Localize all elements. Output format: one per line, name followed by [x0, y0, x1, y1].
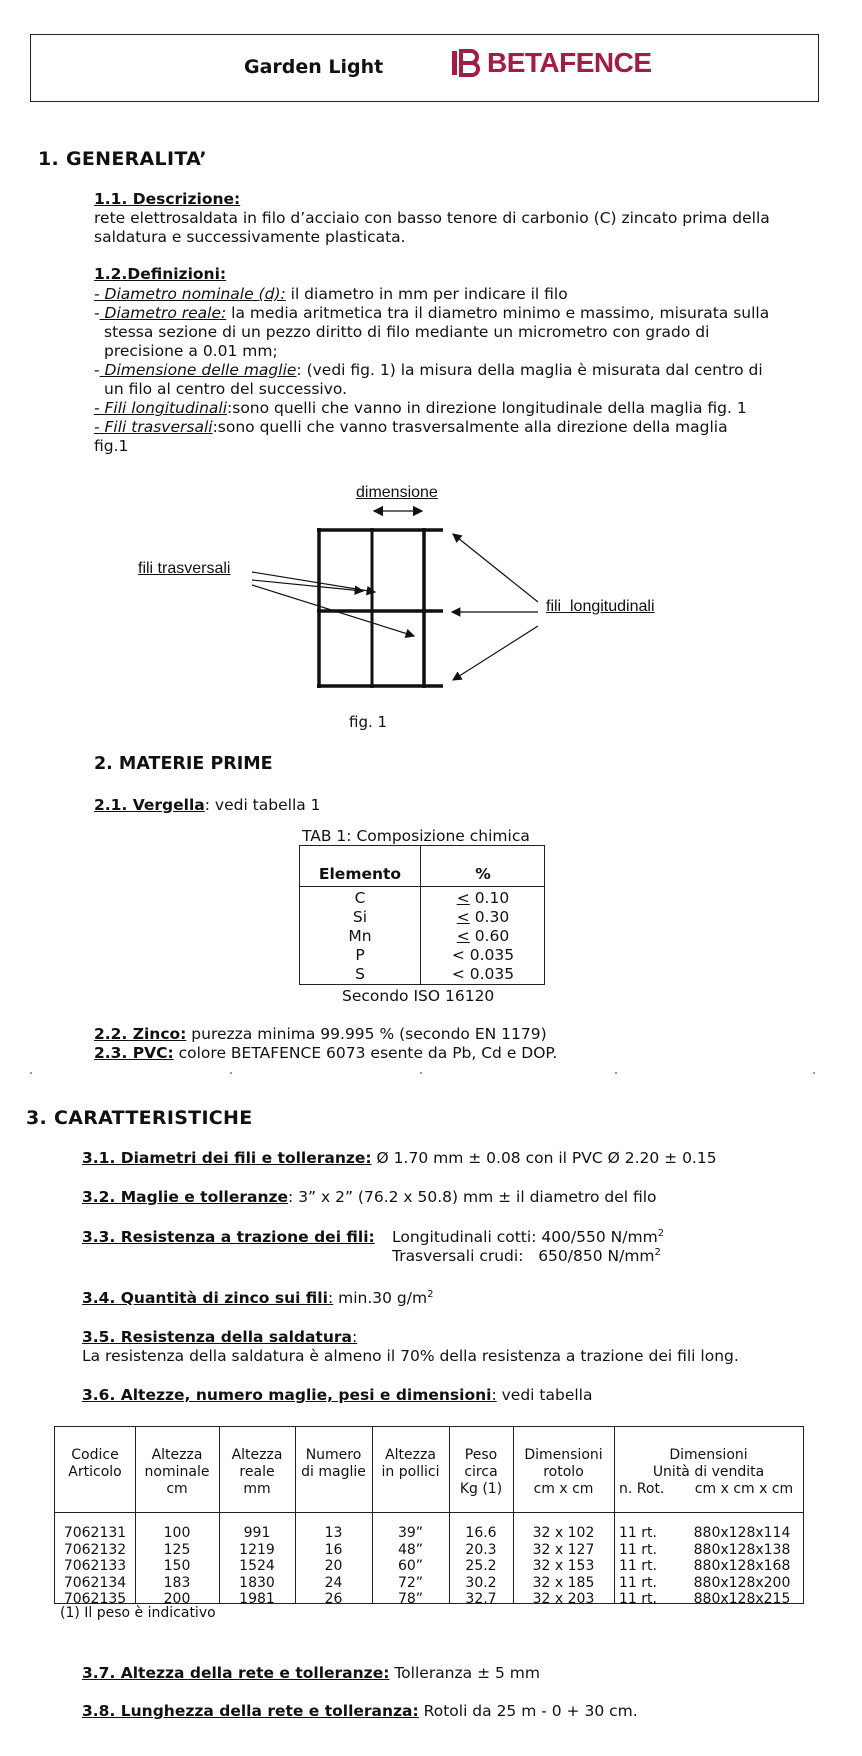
p35-text: La resistenza della saldatura è almeno il 70% della resistenza a trazione dei fili long. [82, 1347, 739, 1365]
tab1-row [300, 946, 544, 965]
page-break-dots [30, 1072, 820, 1074]
tab2-cell: 7062135 [63, 1591, 127, 1607]
tab2-header-divider [55, 1512, 803, 1513]
tab2-header-cell: Unità di vendita [652, 1464, 765, 1480]
desc-line1: rete elettrosaldata in filo d’acciaio con basso tenore di carbonio (C) zincato prima della [94, 209, 770, 227]
p34 [82, 1289, 433, 1308]
tab2-cell: 32 x 127 [532, 1541, 595, 1558]
p37 [82, 1664, 540, 1683]
tab2-cell: 7062132 [63, 1541, 127, 1558]
tab2-row [55, 1575, 803, 1592]
def-item-3-line2: un filo al centro del successivo. [104, 380, 348, 398]
def-title: 1.2.Definizioni: [94, 265, 227, 283]
p36 [82, 1386, 592, 1405]
tab2-header-cell: Altezza [231, 1447, 283, 1463]
vergella-title: 2.1. Vergella [94, 796, 205, 814]
tab2-cell: 880x128x138 [693, 1541, 791, 1558]
p34-text: min.30 g/m [333, 1289, 428, 1307]
tab2-header-cell: Altezza [385, 1447, 436, 1463]
tab2-cell: 1524 [239, 1558, 275, 1574]
tab2-header-cell: rotolo [543, 1464, 584, 1480]
label-fili-longitudinali: fili longitudinali [546, 598, 655, 615]
p33-title-text: 3.3. Resistenza a trazione dei fili: [82, 1228, 375, 1246]
def-text: il diametro in mm per indicare il filo [285, 285, 568, 303]
p33-line2 [392, 1247, 661, 1266]
tab2-note: (1) Il peso è indicativo [60, 1605, 216, 1621]
tab1-cell-element: S [355, 965, 365, 983]
def-item-2 [94, 304, 769, 323]
tab2-cell: 150 [163, 1558, 191, 1574]
tab1-caption: TAB 1: Composizione chimica [302, 827, 530, 845]
tab2-row [55, 1525, 803, 1542]
tab2-header-cell: n. Rot. [619, 1481, 665, 1497]
tab2-cell: 880x128x114 [693, 1525, 791, 1541]
def-item-3 [94, 361, 763, 380]
tab2-cell: 16.6 [465, 1525, 497, 1541]
tab1-cell-element: Si [352, 908, 368, 926]
tab2-cell: 7062133 [63, 1558, 127, 1574]
p32 [82, 1188, 657, 1207]
product-name: Garden Light [244, 56, 384, 78]
tab1-header-divider [300, 886, 544, 887]
tab2-cell: 880x128x200 [693, 1574, 791, 1591]
tab2-cell: 32 x 185 [532, 1574, 595, 1591]
def-term: - Fili trasversali [94, 418, 213, 436]
def-text: :sono quelli che vanno trasversalmente alla direzione della maglia [212, 418, 728, 436]
section2-title: 2. MATERIE PRIME [94, 754, 273, 774]
tab2-cell: 20 [324, 1558, 343, 1574]
tab2-header-cell: Numero [305, 1447, 362, 1463]
tab2-cell: 60” [397, 1558, 424, 1574]
p31-text: Ø 1.70 mm ± 0.08 con il PVC Ø 2.20 ± 0.15 [371, 1149, 717, 1167]
pvc-text: colore BETAFENCE 6073 esente da Pb, Cd e DOP. [173, 1044, 558, 1062]
tab1-cell-percent: < 0.30 [456, 908, 510, 926]
tab1-row [300, 927, 544, 946]
tab2-cell: 1981 [239, 1591, 275, 1607]
def-item-2-line2: stessa sezione di un pezzo diritto di filo mediante un micrometro con grado di [104, 323, 710, 341]
tab2-cell: 880x128x168 [693, 1558, 791, 1574]
tab1-row [300, 908, 544, 927]
tab2-cell: 1830 [239, 1574, 275, 1591]
tab1-cell-element: Mn [348, 927, 372, 945]
figure-caption: fig. 1 [349, 713, 388, 731]
def-item-1 [94, 285, 568, 304]
tab2-header-cell: cm [166, 1481, 188, 1497]
p34-title: 3.4. Quantità di zinco sui fili [82, 1289, 328, 1307]
superscript: 2 [657, 1227, 665, 1239]
tab2-cell: 32 x 203 [532, 1591, 595, 1607]
p34-colon: : [327, 1289, 334, 1307]
def-term: - Diametro nominale (d): [94, 285, 286, 303]
zinco-title: 2.2. Zinco: [94, 1025, 187, 1043]
p32-text: : 3” x 2” (76.2 x 50.8) mm ± il diametro del filo [288, 1188, 657, 1206]
tab2-cell: 7062131 [63, 1525, 127, 1541]
def-text: la media aritmetica tra il diametro minimo e massimo, misurata sulla [226, 304, 770, 322]
tab1-header-elemento: Elemento [318, 865, 402, 883]
tab2-header-cell: Kg (1) [459, 1481, 503, 1497]
mesh-grid [317, 528, 443, 688]
tab1-header-percent: % [475, 865, 491, 883]
section1-title: 1. GENERALITA’ [38, 148, 207, 170]
dash: - [94, 304, 100, 322]
p36-colon: : [491, 1386, 497, 1404]
tab2-row [55, 1542, 803, 1559]
tab2-cell: 32 x 153 [532, 1558, 595, 1574]
p33-line2-text: Trasversali crudi: 650/850 N/mm [392, 1247, 655, 1265]
zinco-line [94, 1025, 547, 1044]
tab2-header-cell: cm x cm [533, 1481, 594, 1497]
tab2-cell: 1219 [239, 1541, 275, 1558]
tab2-header-cell: Altezza [151, 1447, 203, 1463]
pvc-title: 2.3. PVC: [94, 1044, 174, 1062]
tab2-header-cell: Codice [71, 1447, 119, 1463]
tab1-cell-percent: < 0.60 [456, 927, 510, 945]
p37-text: Tolleranza ± 5 mm [389, 1664, 540, 1682]
def-item-5-line2: fig.1 [94, 437, 129, 455]
tab2-header-cell: Articolo [68, 1464, 122, 1480]
def-item-4 [94, 399, 747, 418]
p33-title [82, 1228, 375, 1247]
vergella-line [94, 796, 321, 815]
tab2-cell: 11 rt. [619, 1525, 657, 1541]
tab2-cell: 100 [163, 1525, 191, 1541]
tab2-cell: 24 [324, 1574, 343, 1591]
tab1-cell-element: P [355, 946, 365, 964]
tab2-cell: 880x128x215 [693, 1591, 791, 1607]
p38 [82, 1702, 638, 1721]
p38-title: 3.8. Lunghezza della rete e tolleranza: [82, 1702, 419, 1720]
p36-text: vedi tabella [496, 1386, 593, 1404]
p32-title: 3.2. Maglie e tolleranze [82, 1188, 289, 1206]
tab2-header-cell: in pollici [381, 1464, 440, 1480]
tab2-cell: 16 [324, 1541, 343, 1558]
tab2-header-cell: mm [243, 1481, 271, 1497]
p33-line1 [392, 1228, 664, 1247]
section3-title: 3. CARATTERISTICHE [26, 1107, 253, 1129]
tab2-cell: 991 [243, 1525, 271, 1541]
tab2-cell: 78” [397, 1591, 424, 1607]
brand-name: BETAFENCE [487, 47, 652, 78]
figure-1 [0, 470, 862, 740]
tab2-cell: 7062134 [63, 1574, 127, 1591]
mesh-diagram [0, 470, 862, 740]
tab2-cell: 11 rt. [619, 1541, 657, 1558]
def-item-2-line3: precisione a 0.01 mm; [104, 342, 278, 360]
tab2-cell: 30.2 [465, 1574, 497, 1591]
tab2-header-cell: circa [464, 1464, 498, 1480]
def-term: Dimensione delle maglie [99, 361, 297, 379]
superscript: 2 [654, 1246, 661, 1258]
tab2-cell: 11 rt. [619, 1558, 657, 1574]
p31 [82, 1149, 717, 1168]
def-term: - Fili longitudinali [94, 399, 228, 417]
tab2-cell: 25.2 [465, 1558, 497, 1574]
arrow-trasv-2 [252, 580, 363, 591]
tab2-row [55, 1558, 803, 1575]
desc-title: 1.1. Descrizione: [94, 190, 241, 208]
tab2-cell: 183 [163, 1574, 191, 1591]
pvc-line [94, 1044, 557, 1063]
tab2-header-cell: reale [239, 1464, 275, 1480]
tab2-cell: 26 [324, 1591, 343, 1607]
tab1-cell-percent: < 0.035 [451, 946, 515, 964]
tab1-cell-percent: < 0.035 [451, 965, 515, 983]
arrow-long-3 [453, 626, 538, 680]
tab2-cell: 125 [163, 1541, 191, 1558]
def-term: Diametro reale: [99, 304, 227, 322]
tab1-row [300, 965, 544, 984]
tab2-header-cell: Peso [464, 1447, 498, 1463]
vergella-text: : vedi tabella 1 [204, 796, 321, 814]
tab1-row [300, 889, 544, 908]
tab2-header-cell: Dimensioni [524, 1447, 603, 1463]
tab2-cell: 11 rt. [619, 1574, 657, 1591]
tab2-header-cell: Dimensioni [669, 1447, 748, 1463]
tab2-cell: 200 [163, 1591, 191, 1607]
tab2 [54, 1426, 804, 1607]
tab1 [299, 845, 545, 985]
header-box [30, 34, 819, 102]
zinco-text: purezza minima 99.995 % (secondo EN 1179) [186, 1025, 547, 1043]
dash: - [94, 361, 100, 379]
tab2-cell: 13 [324, 1525, 343, 1541]
p36-title: 3.6. Altezze, numero maglie, pesi e dimensioni [82, 1386, 492, 1404]
tab2-cell: 11 rt. [619, 1591, 657, 1607]
tab2-cell: 32.7 [465, 1591, 497, 1607]
p35 [82, 1328, 357, 1347]
arrow-long-1 [453, 534, 538, 602]
label-dimensione: dimensione [356, 484, 438, 501]
tab1-cell-percent: < 0.10 [456, 889, 510, 907]
p31-title: 3.1. Diametri dei fili e tolleranze: [82, 1149, 372, 1167]
def-text: : (vedi fig. 1) la misura della maglia è misurata dal centro di [296, 361, 763, 379]
tab2-cell: 72” [397, 1574, 424, 1591]
p33-line1-text: Longitudinali cotti: 400/550 N/mm [392, 1228, 658, 1246]
p35-colon: : [351, 1328, 358, 1346]
tab2-cell: 39” [397, 1525, 424, 1541]
tab2-cell: 48” [397, 1541, 424, 1558]
desc-line2: saldatura e successivamente plasticata. [94, 228, 406, 246]
p35-title: 3.5. Resistenza della saldatura [82, 1328, 352, 1346]
label-fili-trasversali: fili trasversali [138, 560, 231, 577]
betafence-logo-icon [451, 49, 481, 77]
tab2-header-cell: nominale [144, 1464, 210, 1480]
p37-title: 3.7. Altezza della rete e tolleranze: [82, 1664, 390, 1682]
tab1-cell-element: C [354, 889, 366, 907]
p38-text: Rotoli da 25 m - 0 + 30 cm. [418, 1702, 638, 1720]
tab2-cell: 32 x 102 [532, 1525, 595, 1541]
tab1-note: Secondo ISO 16120 [342, 987, 495, 1005]
tab2-cell: 20.3 [465, 1541, 497, 1558]
tab2-header-cell: cm x cm x cm [694, 1481, 794, 1497]
def-text: :sono quelli che vanno in direzione longitudinale della maglia fig. 1 [227, 399, 747, 417]
tab2-header-cell: di maglie [301, 1464, 366, 1480]
superscript: 2 [427, 1288, 434, 1300]
def-item-5 [94, 418, 728, 437]
